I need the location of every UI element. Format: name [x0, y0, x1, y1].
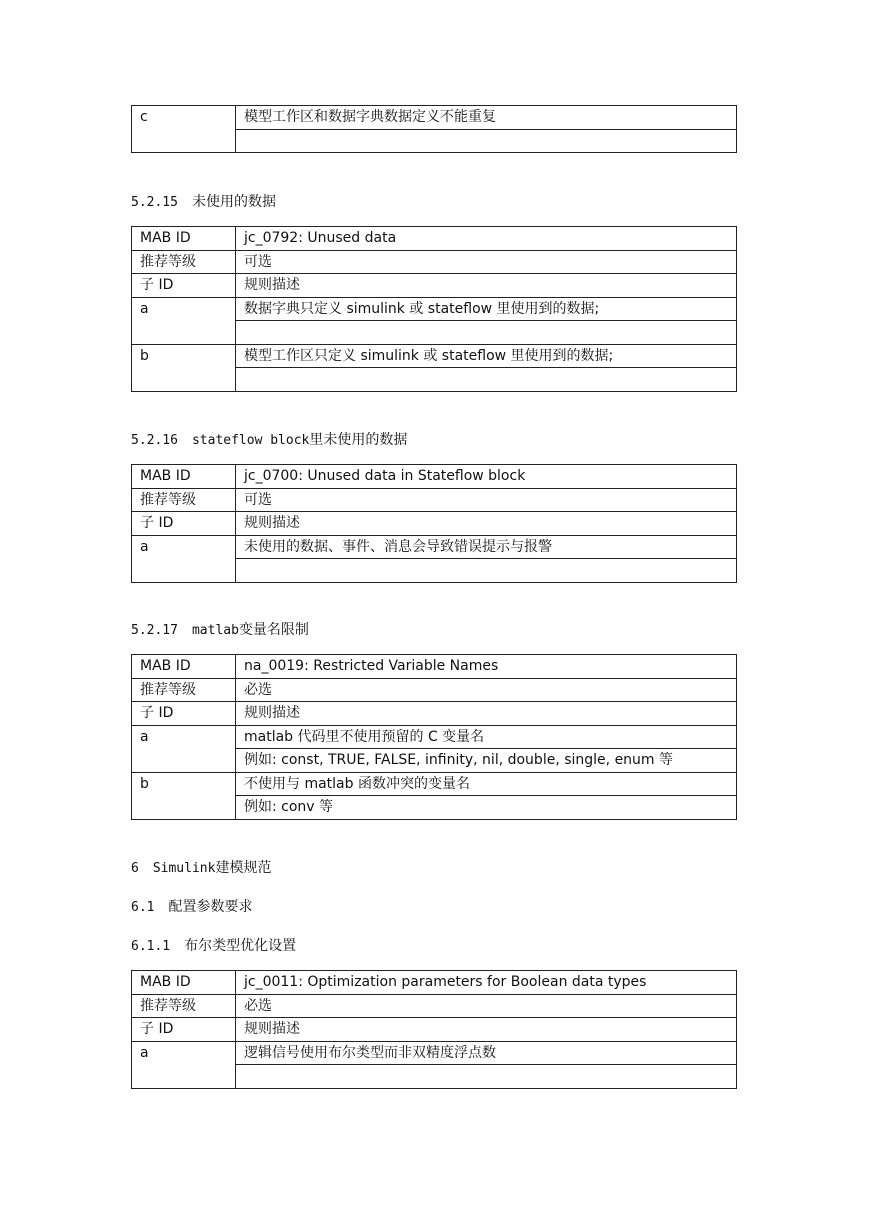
description-label: 规则描述	[236, 274, 737, 298]
sub-id-label: 子 ID	[132, 1018, 236, 1042]
rule-table-5-2-16	[131, 464, 737, 583]
section-heading-5-2-15: 5.2.15 未使用的数据	[131, 194, 276, 210]
rule-example: 例如: conv 等	[236, 796, 737, 820]
description-label: 规则描述	[236, 702, 737, 726]
table-row	[132, 535, 737, 559]
table-row	[132, 678, 737, 702]
rule-description: 未使用的数据、事件、消息会导致错误提示与报警	[236, 535, 737, 559]
level-label: 推荐等级	[132, 250, 236, 274]
rule-description: 模型工作区和数据字典数据定义不能重复	[236, 106, 737, 130]
mab-id-value: jc_0011: Optimization parameters for Boolean data types	[236, 971, 737, 995]
rule-description: matlab 代码里不使用预留的 C 变量名	[236, 725, 737, 749]
table-row	[132, 1018, 737, 1042]
table-row	[132, 344, 737, 368]
section-heading-6-1-1: 6.1.1 布尔类型优化设置	[131, 938, 297, 954]
rule-sub-id: b	[132, 772, 236, 819]
section-heading-5-2-17: 5.2.17 matlab变量名限制	[131, 622, 309, 638]
table-row	[132, 1041, 737, 1065]
section-heading-5-2-16: 5.2.16 stateflow block里未使用的数据	[131, 432, 408, 448]
rule-sub-id: a	[132, 725, 236, 772]
level-value: 必选	[236, 994, 737, 1018]
level-value: 可选	[236, 250, 737, 274]
section-heading-6-1: 6.1 配置参数要求	[131, 899, 253, 915]
table-row	[132, 274, 737, 298]
table-row	[132, 106, 737, 130]
table-row	[132, 994, 737, 1018]
table-row	[132, 465, 737, 489]
rule-description: 模型工作区只定义 simulink 或 stateflow 里使用到的数据;	[236, 344, 737, 368]
rule-description: 逻辑信号使用布尔类型而非双精度浮点数	[236, 1041, 737, 1065]
rule-note	[236, 1065, 737, 1089]
rule-example: 例如: const, TRUE, FALSE, infinity, nil, double, single, enum 等	[236, 749, 737, 773]
rule-sub-id: a	[132, 297, 236, 344]
mab-id-label: MAB ID	[132, 227, 236, 251]
table-row	[132, 297, 737, 321]
rule-note	[236, 321, 737, 345]
sub-id-label: 子 ID	[132, 274, 236, 298]
rule-sub-id: a	[132, 1041, 236, 1088]
rule-note	[236, 559, 737, 583]
rule-description: 数据字典只定义 simulink 或 stateflow 里使用到的数据;	[236, 297, 737, 321]
level-value: 必选	[236, 678, 737, 702]
mab-id-value: jc_0792: Unused data	[236, 227, 737, 251]
rule-note	[236, 129, 737, 153]
mab-id-label: MAB ID	[132, 971, 236, 995]
sub-id-label: 子 ID	[132, 512, 236, 536]
level-label: 推荐等级	[132, 994, 236, 1018]
sub-id-label: 子 ID	[132, 702, 236, 726]
table-row	[132, 227, 737, 251]
table-row	[132, 772, 737, 796]
table-row	[132, 250, 737, 274]
level-label: 推荐等级	[132, 488, 236, 512]
rule-note	[236, 368, 737, 392]
table-row	[132, 971, 737, 995]
mab-id-label: MAB ID	[132, 465, 236, 489]
rule-sub-id: c	[132, 106, 236, 153]
rule-table-continued	[131, 105, 737, 153]
mab-id-value: jc_0700: Unused data in Stateflow block	[236, 465, 737, 489]
table-row	[132, 488, 737, 512]
mab-id-value: na_0019: Restricted Variable Names	[236, 655, 737, 679]
level-value: 可选	[236, 488, 737, 512]
rule-table-6-1-1	[131, 970, 737, 1089]
level-label: 推荐等级	[132, 678, 236, 702]
section-heading-6: 6 Simulink建模规范	[131, 860, 272, 876]
rule-table-5-2-15	[131, 226, 737, 392]
table-row	[132, 725, 737, 749]
description-label: 规则描述	[236, 1018, 737, 1042]
rule-sub-id: a	[132, 535, 236, 582]
table-row	[132, 702, 737, 726]
table-row	[132, 512, 737, 536]
rule-sub-id: b	[132, 344, 236, 391]
table-row	[132, 655, 737, 679]
description-label: 规则描述	[236, 512, 737, 536]
rule-description: 不使用与 matlab 函数冲突的变量名	[236, 772, 737, 796]
rule-table-5-2-17	[131, 654, 737, 820]
mab-id-label: MAB ID	[132, 655, 236, 679]
